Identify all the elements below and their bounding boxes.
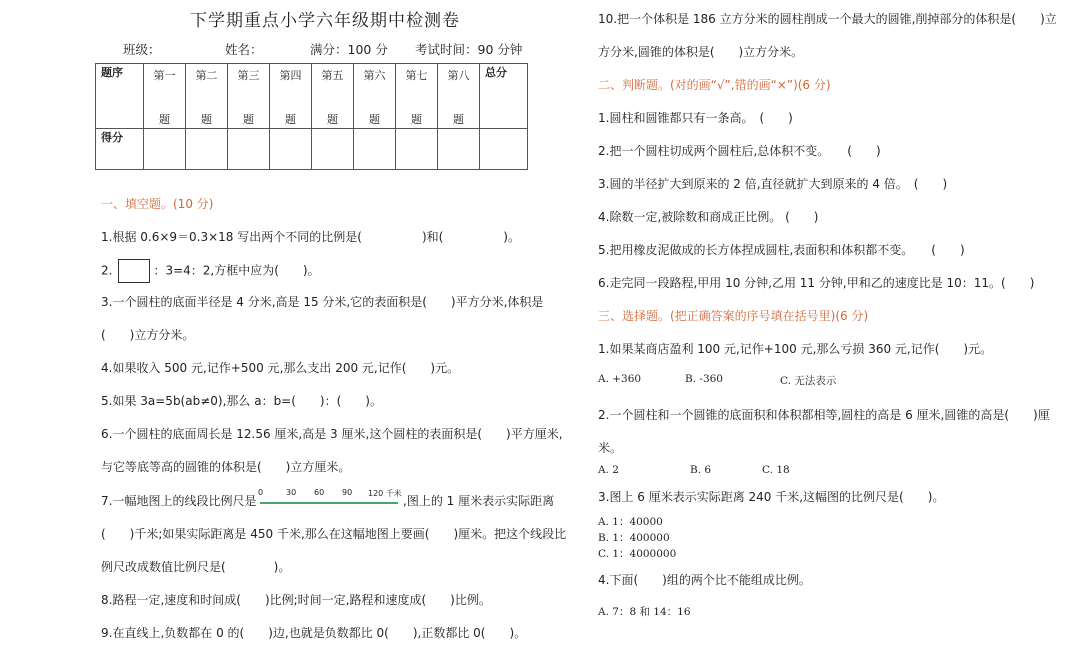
section3-heading: 三、选择题。(把正确答案的序号填在括号里)(6 分) <box>598 309 869 323</box>
choice-3-option-a: A. 1：40000 <box>598 516 663 528</box>
score-cell[interactable] <box>480 129 528 170</box>
question-4: 4.如果收入 500 元,记作+500 元,那么支出 200 元,记作( )元。 <box>101 361 460 375</box>
class-label: 班级： <box>123 42 161 57</box>
question-col-7: 第七 题 <box>396 64 438 129</box>
choice-1: 1.如果某商店盈利 100 元,记作+100 元,那么亏损 360 元,记作( )元。 <box>598 342 993 356</box>
choice-3-option-c: C. 1：4000000 <box>598 548 677 560</box>
line-scale <box>258 488 408 504</box>
question-5: 5.如果 3a=5b(ab≠0),那么 a：b=( )：( )。 <box>101 394 382 408</box>
question-3b: ( )立方分米。 <box>101 328 195 342</box>
question-col-6: 第六 题 <box>354 64 396 129</box>
scale-tick: 60 <box>314 488 325 497</box>
choice-2-option-c: C. 18 <box>762 464 790 476</box>
score-cell[interactable] <box>312 129 354 170</box>
section2-heading: 二、判断题。(对的画“√”,错的画“×”)(6 分) <box>598 78 831 92</box>
scale-tick: 30 <box>286 488 297 497</box>
choice-2b: 米。 <box>598 441 623 455</box>
question-1: 1.根据 0.6×9＝0.3×18 写出两个不同的比例是( )和( )。 <box>101 230 520 244</box>
scale-tick: 0 <box>258 488 264 497</box>
row-header: 题序 <box>96 64 144 129</box>
choice-1-option-c: C. 无法表示 <box>780 375 837 387</box>
question-col-3: 第三 题 <box>228 64 270 129</box>
question-8: 8.路程一定,速度和时间成( )比例;时间一定,路程和速度成( )比例。 <box>101 593 491 607</box>
judge-2: 2.把一个圆柱切成两个圆柱后,总体积不变。 ( ) <box>598 144 881 158</box>
choice-2a: 2.一个圆柱和一个圆锥的底面积和体积都相等,圆柱的高是 6 厘米,圆锥的高是( )厘 <box>598 408 1050 422</box>
section1-heading: 一、填空题。(10 分) <box>101 197 214 211</box>
question-7a-prefix: 7.一幅地图上的线段比例尺是 <box>101 494 257 508</box>
page-title: 下学期重点小学六年级期中检测卷 <box>190 11 460 31</box>
question-6b: 与它等底等高的圆锥的体积是( )立方厘米。 <box>101 460 351 474</box>
question-col-8: 第八 题 <box>438 64 480 129</box>
full-score: 满分：100 分 <box>310 42 388 57</box>
score-cell[interactable] <box>186 129 228 170</box>
question-2: 2. ：3=4：2,方框中应为( )。 <box>101 259 320 283</box>
question-7a-suffix: ,图上的 1 厘米表示实际距离 <box>403 494 555 508</box>
blank-box[interactable] <box>118 259 150 283</box>
question-7b: ( )千米;如果实际距离是 450 千米,那么在这幅地图上要画( )厘米。把这个线段比 <box>101 527 567 541</box>
question-3a: 3.一个圆柱的底面半径是 4 分米,高是 15 分米,它的表面积是( )平方分米,体积是 <box>101 295 544 309</box>
question-7c: 例尺改成数值比例尺是( )。 <box>101 560 291 574</box>
name-label: 姓名： <box>225 42 263 57</box>
choice-3-option-b: B. 1：400000 <box>598 532 670 544</box>
exam-time: 考试时间：90 分钟 <box>415 42 523 57</box>
judge-1: 1.圆柱和圆锥都只有一条高。 ( ) <box>598 111 793 125</box>
question-col-2: 第二 题 <box>186 64 228 129</box>
question-10b: 方分米,圆锥的体积是( )立方分米。 <box>598 45 804 59</box>
score-label: 得分 <box>96 129 144 170</box>
choice-1-option-a: A. +360 <box>598 373 642 385</box>
choice-2-option-a: A. 2 <box>598 464 619 476</box>
choice-1-option-b: B. -360 <box>685 373 723 385</box>
question-col-4: 第四 题 <box>270 64 312 129</box>
scale-bar <box>260 502 398 504</box>
choice-4-option-a: A. 7：8 和 14：16 <box>598 606 691 618</box>
score-table <box>95 63 528 170</box>
choice-4: 4.下面( )组的两个比不能组成比例。 <box>598 573 811 587</box>
judge-6: 6.走完同一段路程,甲用 10 分钟,乙用 11 分钟,甲和乙的速度比是 10：11。( ) <box>598 276 1035 290</box>
question-6a: 6.一个圆柱的底面周长是 12.56 厘米,高是 3 厘米,这个圆柱的表面积是( )平方厘米, <box>101 427 563 441</box>
judge-4: 4.除数一定,被除数和商成正比例。 ( ) <box>598 210 819 224</box>
question-9: 9.在直线上,负数都在 0 的( )边,也就是负数都比 0( ),正数都比 0( )。 <box>101 626 527 640</box>
score-cell[interactable] <box>396 129 438 170</box>
score-cell[interactable] <box>228 129 270 170</box>
score-cell[interactable] <box>438 129 480 170</box>
scale-tick: 90 <box>342 488 353 497</box>
judge-3: 3.圆的半径扩大到原来的 2 倍,直径就扩大到原来的 4 倍。 ( ) <box>598 177 948 191</box>
question-col-1: 第一 题 <box>144 64 186 129</box>
score-cell[interactable] <box>270 129 312 170</box>
choice-2-option-b: B. 6 <box>690 464 712 476</box>
question-10a: 10.把一个体积是 186 立方分米的圆柱削成一个最大的圆锥,削掉部分的体积是( )立 <box>598 12 1057 26</box>
question-col-5: 第五 题 <box>312 64 354 129</box>
choice-3: 3.图上 6 厘米表示实际距离 240 千米,这幅图的比例尺是( )。 <box>598 490 945 504</box>
score-cell[interactable] <box>354 129 396 170</box>
scale-tick: 120 千米 <box>368 489 402 498</box>
judge-5: 5.把用橡皮泥做成的长方体捏成圆柱,表面积和体积都不变。 ( ) <box>598 243 965 257</box>
total-header: 总分 <box>480 64 528 129</box>
score-cell[interactable] <box>144 129 186 170</box>
